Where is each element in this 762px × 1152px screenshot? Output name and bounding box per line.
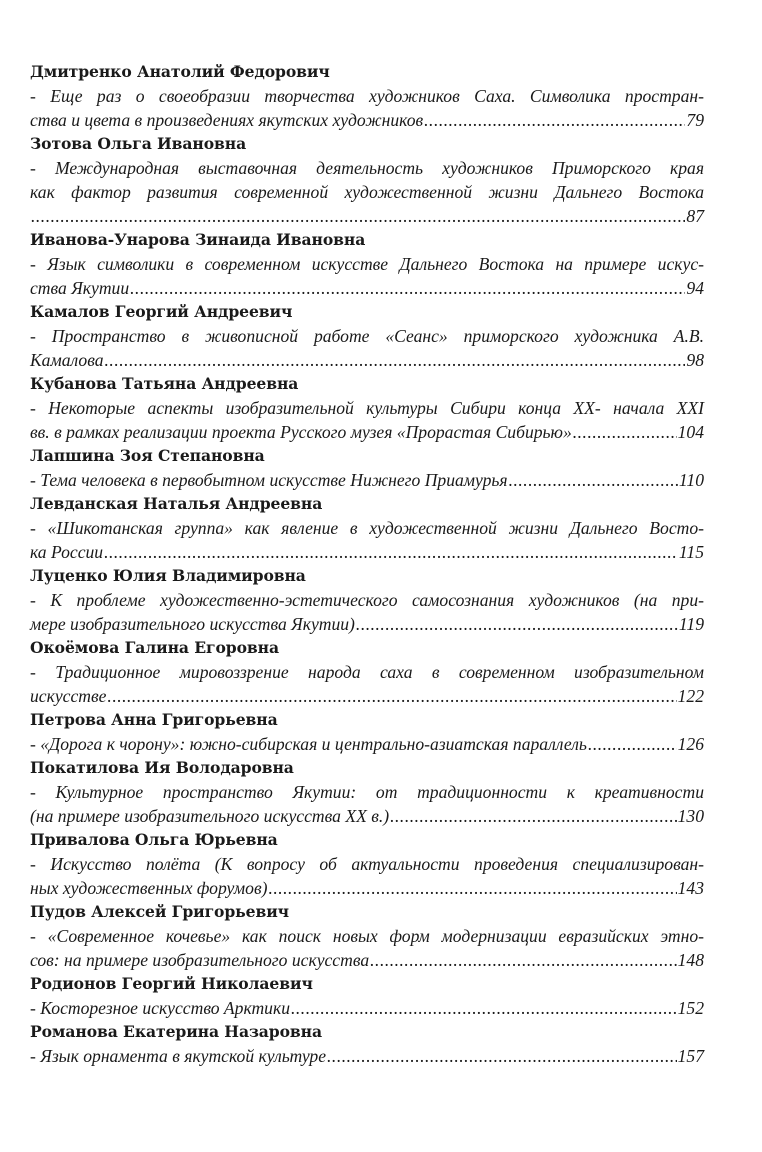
dot-leader — [31, 204, 685, 228]
article-title — [30, 324, 704, 372]
page-number: 157 — [677, 1046, 704, 1066]
author-name: Покатилова Ия Володаровна — [30, 758, 294, 777]
title-line-last: мере изобразительного искусства Якутии) — [30, 614, 355, 634]
dot-leader — [327, 1044, 677, 1068]
title-line: - Язык символики в современном искусстве Дальнего Востока на примере искус- — [30, 254, 704, 274]
page-number: 126 — [677, 734, 704, 754]
toc-entry — [30, 1020, 704, 1068]
author-name: Иванова-Унарова Зинаида Ивановна — [30, 230, 366, 249]
table-of-contents — [30, 60, 704, 1068]
dot-leader — [573, 420, 677, 444]
article-title — [30, 780, 704, 828]
title-line-last: Камалова — [30, 350, 104, 370]
title-line: - К проблеме художественно-эстетического самосознания художников (на при- — [30, 590, 704, 610]
author-name: Родионов Георгий Николаевич — [30, 974, 313, 993]
page-number: 98 — [686, 350, 704, 370]
author-name: Кубанова Татьяна Андреевна — [30, 374, 299, 393]
author-name: Привалова Ольга Юрьевна — [30, 830, 278, 849]
toc-entry — [30, 828, 704, 900]
title-line-last: ства и цвета в произведениях якутских художников — [30, 110, 424, 130]
article-title — [30, 516, 704, 564]
page-number: 148 — [677, 950, 704, 970]
title-line: - Еще раз о своеобразии творчества художников Саха. Символика простран- — [30, 86, 704, 106]
page-number: 79 — [686, 110, 704, 130]
toc-entry — [30, 492, 704, 564]
title-line-last: сов: на примере изобразительного искусства — [30, 950, 370, 970]
toc-entry — [30, 708, 704, 756]
dot-leader — [370, 948, 676, 972]
article-title — [30, 996, 704, 1020]
title-line: - Искусство полёта (К вопросу об актуальности проведения специализирован- — [30, 854, 704, 874]
title-line: - «Шикотанская группа» как явление в художественной жизни Дальнего Восто- — [30, 518, 704, 538]
title-line-last: ка России — [30, 542, 104, 562]
page-number: 119 — [678, 614, 704, 634]
title-line-last: ства Якутии — [30, 278, 130, 298]
title-line: - Некоторые аспекты изобразительной культуры Сибири конца XX- начала XXI — [30, 398, 704, 418]
article-title — [30, 156, 704, 228]
title-line-last: - Тема человека в первобытном искусстве Нижнего Приамурья — [30, 470, 508, 490]
page-number: 104 — [677, 422, 704, 442]
page-number: 152 — [677, 998, 704, 1018]
toc-entry — [30, 372, 704, 444]
title-line-last: - Язык орнамента в якутской культуре — [30, 1046, 327, 1066]
page-number: 110 — [678, 470, 704, 490]
dot-leader — [268, 876, 676, 900]
dot-leader — [509, 468, 678, 492]
article-title — [30, 588, 704, 636]
dot-leader — [104, 540, 678, 564]
author-name: Окоёмова Галина Егоровна — [30, 638, 279, 657]
page-number: 94 — [686, 278, 704, 298]
author-name: Романова Екатерина Назаровна — [30, 1022, 322, 1041]
author-name: Пудов Алексей Григорьевич — [30, 902, 289, 921]
dot-leader — [588, 732, 677, 756]
toc-entry — [30, 756, 704, 828]
author-name: Левданская Наталья Андреевна — [30, 494, 323, 513]
article-title — [30, 924, 704, 972]
title-line: - «Современное кочевье» как поиск новых форм модернизации евразийских этно- — [30, 926, 704, 946]
author-name: Петрова Анна Григорьевна — [30, 710, 278, 729]
title-line-last: (на примере изобразительного искусства XX в.) — [30, 806, 390, 826]
title-line-last: - Косторезное искусство Арктики — [30, 998, 290, 1018]
toc-entry — [30, 300, 704, 372]
author-name: Лапшина Зоя Степановна — [30, 446, 265, 465]
article-title — [30, 852, 704, 900]
dot-leader — [107, 684, 676, 708]
title-line-last: вв. в рамках реализации проекта Русского музея «Прорастая Сибирью» — [30, 422, 572, 442]
title-line-last: искусстве — [30, 686, 107, 706]
page-number: 115 — [678, 542, 704, 562]
dot-leader — [130, 276, 685, 300]
toc-entry — [30, 900, 704, 972]
title-line: - Пространство в живописной работе «Сеанс» приморского художника А.В. — [30, 326, 704, 346]
toc-entry — [30, 444, 704, 492]
dot-leader — [390, 804, 676, 828]
title-line-last: ных художественных форумов) — [30, 878, 268, 898]
author-name: Камалов Георгий Андреевич — [30, 302, 293, 321]
author-name: Луценко Юлия Владимировна — [30, 566, 306, 585]
dot-leader — [105, 348, 686, 372]
title-line: - Культурное пространство Якутии: от традиционности к креативности — [30, 782, 704, 802]
article-title — [30, 468, 704, 492]
title-line-last: - «Дорога к чорону»: южно-сибирская и центрально-азиатская параллель — [30, 734, 587, 754]
dot-leader — [424, 108, 685, 132]
page-number: 87 — [686, 206, 704, 226]
toc-entry — [30, 132, 704, 228]
dot-leader — [356, 612, 678, 636]
title-line: - Традиционное мировоззрение народа саха в современном изобразительном — [30, 662, 704, 682]
author-name: Дмитренко Анатолий Федорович — [30, 62, 330, 81]
article-title — [30, 732, 704, 756]
article-title — [30, 660, 704, 708]
article-title — [30, 84, 704, 132]
title-line: - Международная выставочная деятельность художников Приморского края — [30, 158, 704, 178]
article-title — [30, 1044, 704, 1068]
title-line: как фактор развития современной художественной жизни Дальнего Востока — [30, 182, 704, 202]
page-number: 122 — [677, 686, 704, 706]
page-number: 143 — [677, 878, 704, 898]
toc-entry — [30, 228, 704, 300]
page-number: 130 — [677, 806, 704, 826]
toc-entry — [30, 60, 704, 132]
toc-entry — [30, 972, 704, 1020]
article-title — [30, 252, 704, 300]
dot-leader — [291, 996, 677, 1020]
toc-entry — [30, 636, 704, 708]
article-title — [30, 396, 704, 444]
author-name: Зотова Ольга Ивановна — [30, 134, 247, 153]
toc-entry — [30, 564, 704, 636]
